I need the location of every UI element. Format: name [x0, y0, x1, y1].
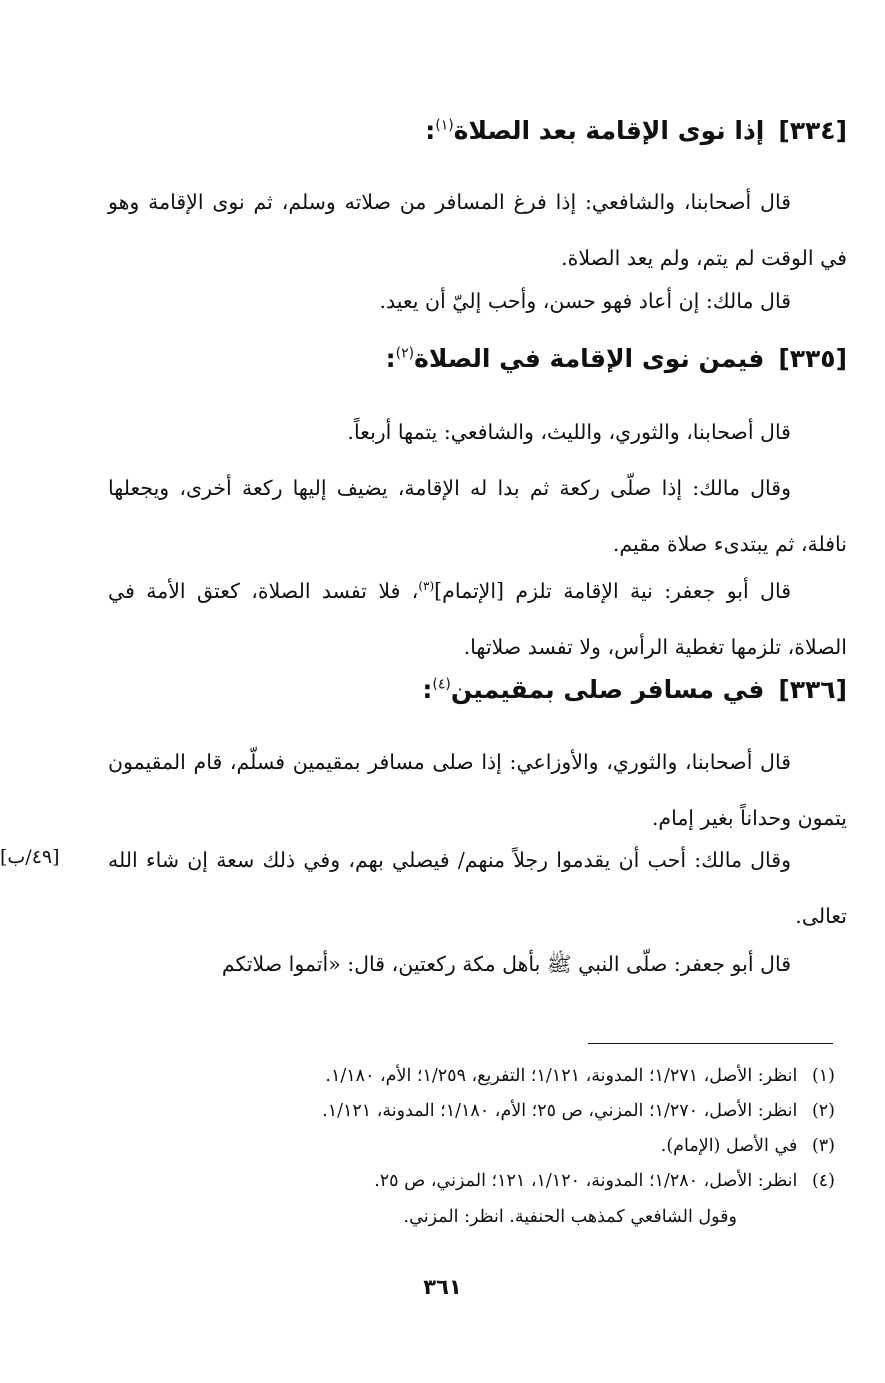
footnote-text: انظر: الأصل، ١/٢٨٠؛ المدونة، ١/١٢٠، ١٢١؛ المزني، ص ٢٥.: [374, 1171, 798, 1191]
footnote-ref: (٣): [418, 579, 435, 593]
footnote-number: (١): [811, 1066, 835, 1086]
section-title: في مسافر صلى بمقيمين: [450, 675, 765, 704]
footnote-separator: [588, 1043, 833, 1044]
paragraph: [108, 558, 847, 675]
heading-colon: :: [422, 675, 433, 704]
section-number: [٣٣٦]: [778, 675, 847, 704]
footnote-continuation: وقول الشافعي كمذهب الحنفية. انظر: المزني.: [403, 1207, 737, 1227]
footnote: [374, 1171, 835, 1191]
section-title: فيمن نوى الإقامة في الصلاة: [414, 344, 765, 373]
paragraph: قال أصحابنا، والثوري، والأوزاعي: إذا صلى مسافر بمقيمين فسلّم، قام المقيمون يتمون وحداناً بغير إمام.: [108, 750, 847, 830]
footnote-number: (٣): [811, 1136, 835, 1156]
footnote: [661, 1136, 835, 1156]
page-number: ٣٦١: [423, 1275, 462, 1299]
paragraph: قال أبو جعفر: صلّى النبي ﷺ بأهل مكة ركعتين، قال: «أتموا صلاتكم: [221, 952, 791, 976]
section-title: إذا نوى الإقامة بعد الصلاة: [453, 116, 765, 145]
heading-colon: :: [425, 116, 436, 145]
footnote-text: في الأصل (الإمام).: [660, 1136, 798, 1156]
section-heading-335: [386, 344, 847, 373]
paragraph: قال مالك: إن أعاد فهو حسن، وأحب إليّ أن يعيد.: [379, 289, 791, 313]
paragraph: وقال مالك: أحب أن يقدموا رجلاً منهم/ فيصلي بهم، وفي ذلك سعة إن شاء الله تعالى.: [108, 848, 847, 928]
heading-colon: :: [385, 344, 396, 373]
footnote: [325, 1066, 835, 1086]
margin-folio-reference: [٤٩/ب]: [0, 846, 60, 868]
paragraph: قال أصحابنا، والشافعي: إذا فرغ المسافر من صلاته وسلم، ثم نوى الإقامة وهو في الوقت لم يتم، ولم يعد الصلاة.: [108, 190, 847, 270]
footnote-text: انظر: الأصل، ١/٢٧١؛ المدونة، ١/١٢١؛ التفريع، ١/٢٥٩؛ الأم، ١/١٨٠.: [325, 1066, 798, 1086]
section-heading-334: [425, 116, 847, 145]
section-number: [٣٣٤]: [778, 116, 847, 145]
footnote-text: انظر: الأصل، ١/٢٧٠؛ المزني، ص ٢٥؛ الأم، ١/١٨٠؛ المدونة، ١/١٢١.: [322, 1101, 798, 1121]
footnote-ref: (٤): [432, 676, 451, 693]
footnote-number: (٢): [811, 1101, 835, 1121]
paragraph-text: قال أبو جعفر: نية الإقامة تلزم [الإتمام]: [434, 578, 791, 603]
section-heading-336: [422, 675, 847, 704]
paragraph: قال أصحابنا، والثوري، والليث، والشافعي: يتمها أربعاً.: [347, 420, 791, 444]
footnote-number: (٤): [811, 1171, 835, 1191]
section-number: [٣٣٥]: [778, 344, 847, 373]
paragraph: وقال مالك: إذا صلّى ركعة ثم بدا له الإقامة، يضيف إليها ركعة أخرى، ويجعلها نافلة، ثم يبتدىء صلاة مقيم.: [108, 476, 847, 556]
paragraph-text: ، فلا تفسد الصلاة، كعتق الأمة في الصلاة، تلزمها تغطية الرأس، ولا تفسد صلاتها.: [108, 578, 847, 659]
footnote-ref: (١): [435, 117, 454, 134]
footnote-ref: (٢): [395, 345, 415, 362]
footnote: [322, 1101, 835, 1121]
